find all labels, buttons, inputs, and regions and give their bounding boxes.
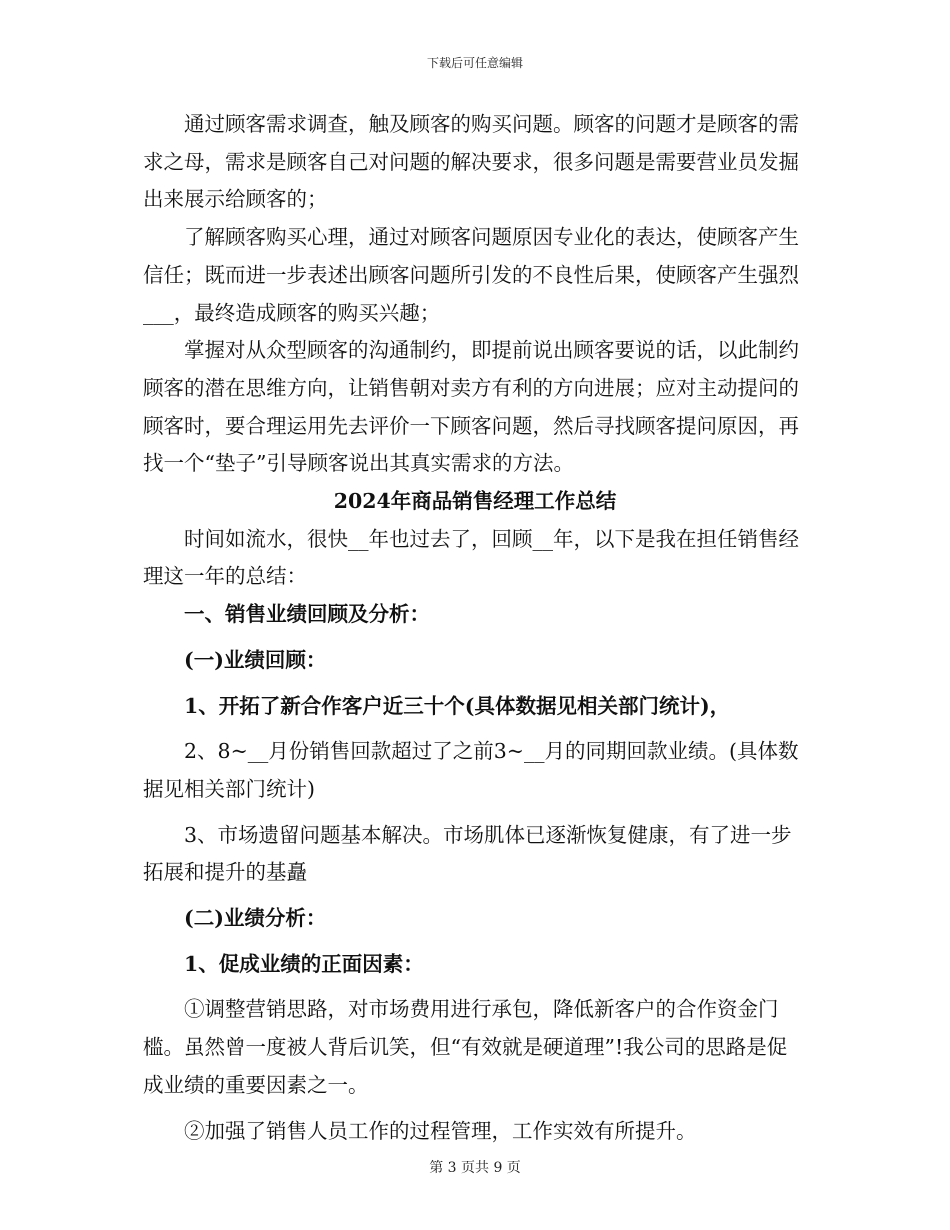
subsection-heading-performance-analysis: (二)业绩分析： — [184, 906, 327, 931]
section-heading-sales-review: 一、销售业绩回顾及分析： — [184, 602, 430, 627]
paragraph-customer-needs: 通过顾客需求调查，触及顾客的购买问题。顾客的问题才是顾客的需求之母，需求是顾客自己对问题的解决要求，很多问题是需要营业员发掘出来展示给顾客的； — [143, 112, 799, 212]
paragraph-purchase-psychology: 了解顾客购买心理，通过对顾客问题原因专业化的表达，使顾客产生信任；既而进一步表述出顾客问题所引发的不良性后果，使顾客产生强烈___，最终造成顾客的购买兴趣； — [143, 225, 799, 325]
factor-marketing-strategy: ①调整营销思路，对市场费用进行承包，降低新客户的合作资金门槛。虽然曾一度被人背后讥笑，但“有效就是硬道理”!我公司的思路是促成业绩的重要因素之一。 — [143, 997, 788, 1097]
heading-positive-factors: 1、促成业绩的正面因素： — [184, 951, 424, 976]
list-item-new-clients: 1、开拓了新合作客户近三十个(具体数据见相关部门统计)， — [184, 693, 731, 718]
paragraph-communication-control: 掌握对从众型顾客的沟通制约，即提前说出顾客要说的话，以此制约顾客的潜在思维方向，让销售朝对卖方有利的方向进展；应对主动提问的顾客时，要合理运用先去评价一下顾客问题，然后寻找顾客提问原因，再找一个“垫子”引导顾客说出其真实需求的方法。 — [143, 338, 799, 476]
paragraph-intro: 时间如流水，很快__年也过去了，回顾__年，以下是我在担任销售经理这一年的总结： — [143, 526, 799, 589]
document-body — [143, 106, 807, 1150]
page-header: 下载后可任意编辑 — [426, 56, 523, 70]
list-item-market-issues: 3、市场遗留问题基本解决。市场肌体已逐渐恢复健康，有了进一步拓展和提升的基矗 — [143, 822, 792, 885]
document-title: 2024年商品销售经理工作总结 — [333, 489, 617, 514]
factor-process-management: ②加强了销售人员工作的过程管理，工作实效有所提升。 — [184, 1118, 697, 1143]
page-footer: 第 3 页共 9 页 — [429, 1160, 521, 1176]
list-item-collections: 2、8~__月份销售回款超过了之前3~__月的同期回款业绩。(具体数据见相关部门统计) — [143, 739, 799, 801]
subsection-heading-performance-review: (一)业绩回顾： — [184, 647, 327, 672]
